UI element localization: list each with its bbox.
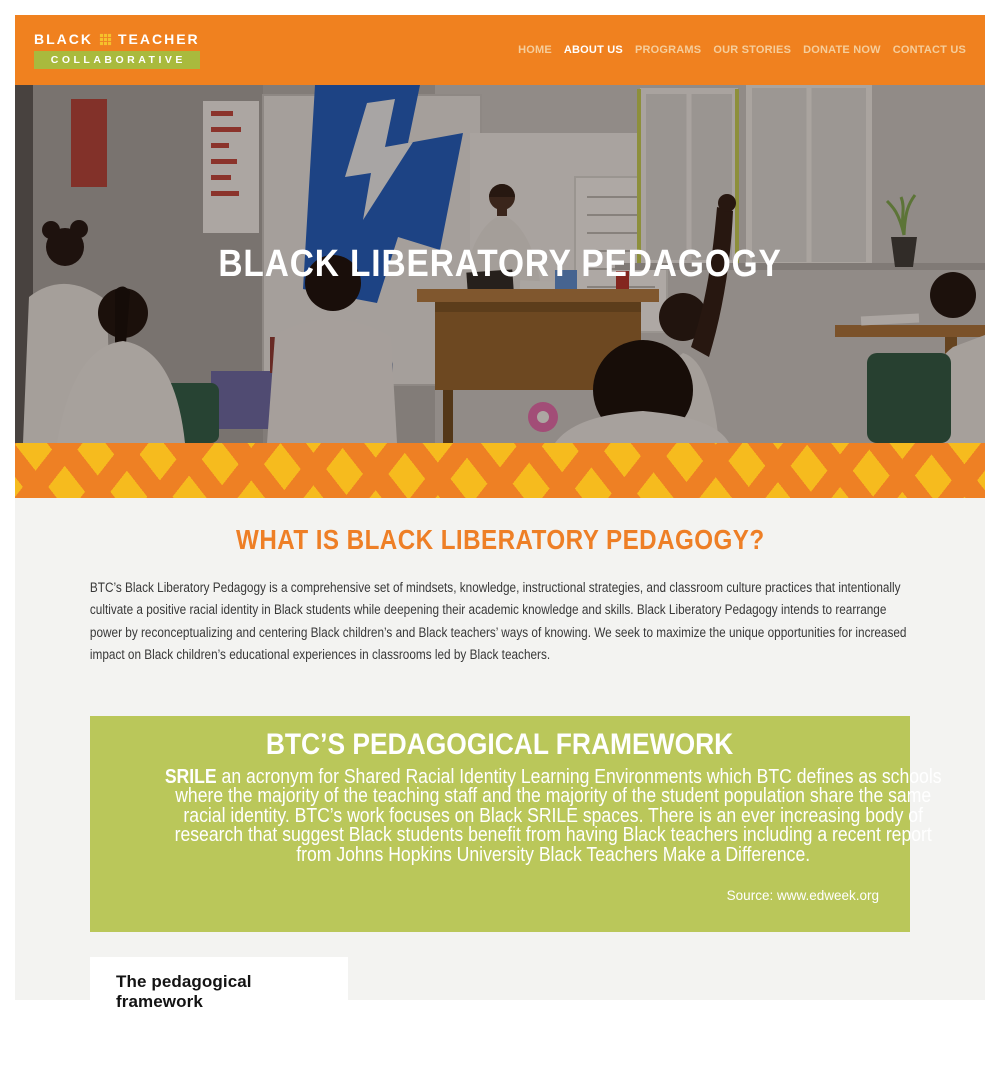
intro-section xyxy=(15,498,985,667)
kente-pattern-divider xyxy=(15,443,985,498)
hero-title xyxy=(15,85,985,443)
nav-donate-now[interactable]: DONATE NOW xyxy=(803,44,881,56)
framework-body-text: an acronym for Shared Racial Identity Learning Environments which BTC defines as schools where the majority of the teaching staff and the majority of the student population share the same racial identity. BTC’s work focuses on Black SRILE spaces. There is an ever increasing body of research that suggest Black students benefit from having Black teachers including a recent report from Johns Hopkins University Black Teachers Make a Difference. xyxy=(174,765,942,866)
logo-text-teacher: TEACHER xyxy=(118,31,200,47)
logo-mark-icon xyxy=(99,33,112,46)
nav-contact-us[interactable]: CONTACT US xyxy=(892,44,966,56)
logo-wordmark xyxy=(34,31,200,47)
framework-detail-card xyxy=(90,957,348,1072)
framework-title xyxy=(110,728,890,762)
main-nav xyxy=(518,44,966,56)
intro-paragraph: BTC’s Black Liberatory Pedagogy is a comprehensive set of mindsets, knowledge, instructional strategies, and classroom culture practices that intentionally cultivate a positive racial identity in Black students while deepening their academic knowledge and skills. Black Liberatory Pedagogy intends to rearrange power by reconceptualizing and centering Black children’s and Black teachers’ ways of knowing. We seek to maximize the unique opportunities for increased impact on Black children’s educational experiences in classrooms led by Black teachers. xyxy=(89,580,907,663)
srile-acronym: SRILE xyxy=(164,765,217,788)
nav-about-us[interactable]: ABOUT US xyxy=(563,44,623,56)
framework-box xyxy=(90,716,942,932)
intro-heading-text: WHAT IS BLACK LIBERATORY PEDAGOGY? xyxy=(235,524,765,555)
framework-body xyxy=(163,765,943,866)
logo-badge: COLLABORATIVE xyxy=(34,51,200,69)
hero-banner xyxy=(15,85,985,443)
framework-title-text: BTC’S PEDAGOGICAL FRAMEWORK xyxy=(266,727,734,761)
hero-title-text: BLACK LIBERATORY PEDAGOGY xyxy=(218,242,782,285)
logo-text-black: BLACK xyxy=(34,31,93,47)
framework-source: Source: www.edweek.org xyxy=(726,887,879,903)
card-title: The pedagogical framework xyxy=(116,971,252,1011)
intro-heading xyxy=(15,524,985,556)
nav-programs[interactable]: PROGRAMS xyxy=(634,44,702,56)
page xyxy=(15,15,985,1011)
nav-our-stories[interactable]: OUR STORIES xyxy=(713,44,792,56)
logo[interactable] xyxy=(34,31,200,69)
intro-paragraph-wrap xyxy=(90,577,910,667)
site-header xyxy=(15,15,985,85)
nav-home[interactable]: HOME xyxy=(518,44,552,56)
